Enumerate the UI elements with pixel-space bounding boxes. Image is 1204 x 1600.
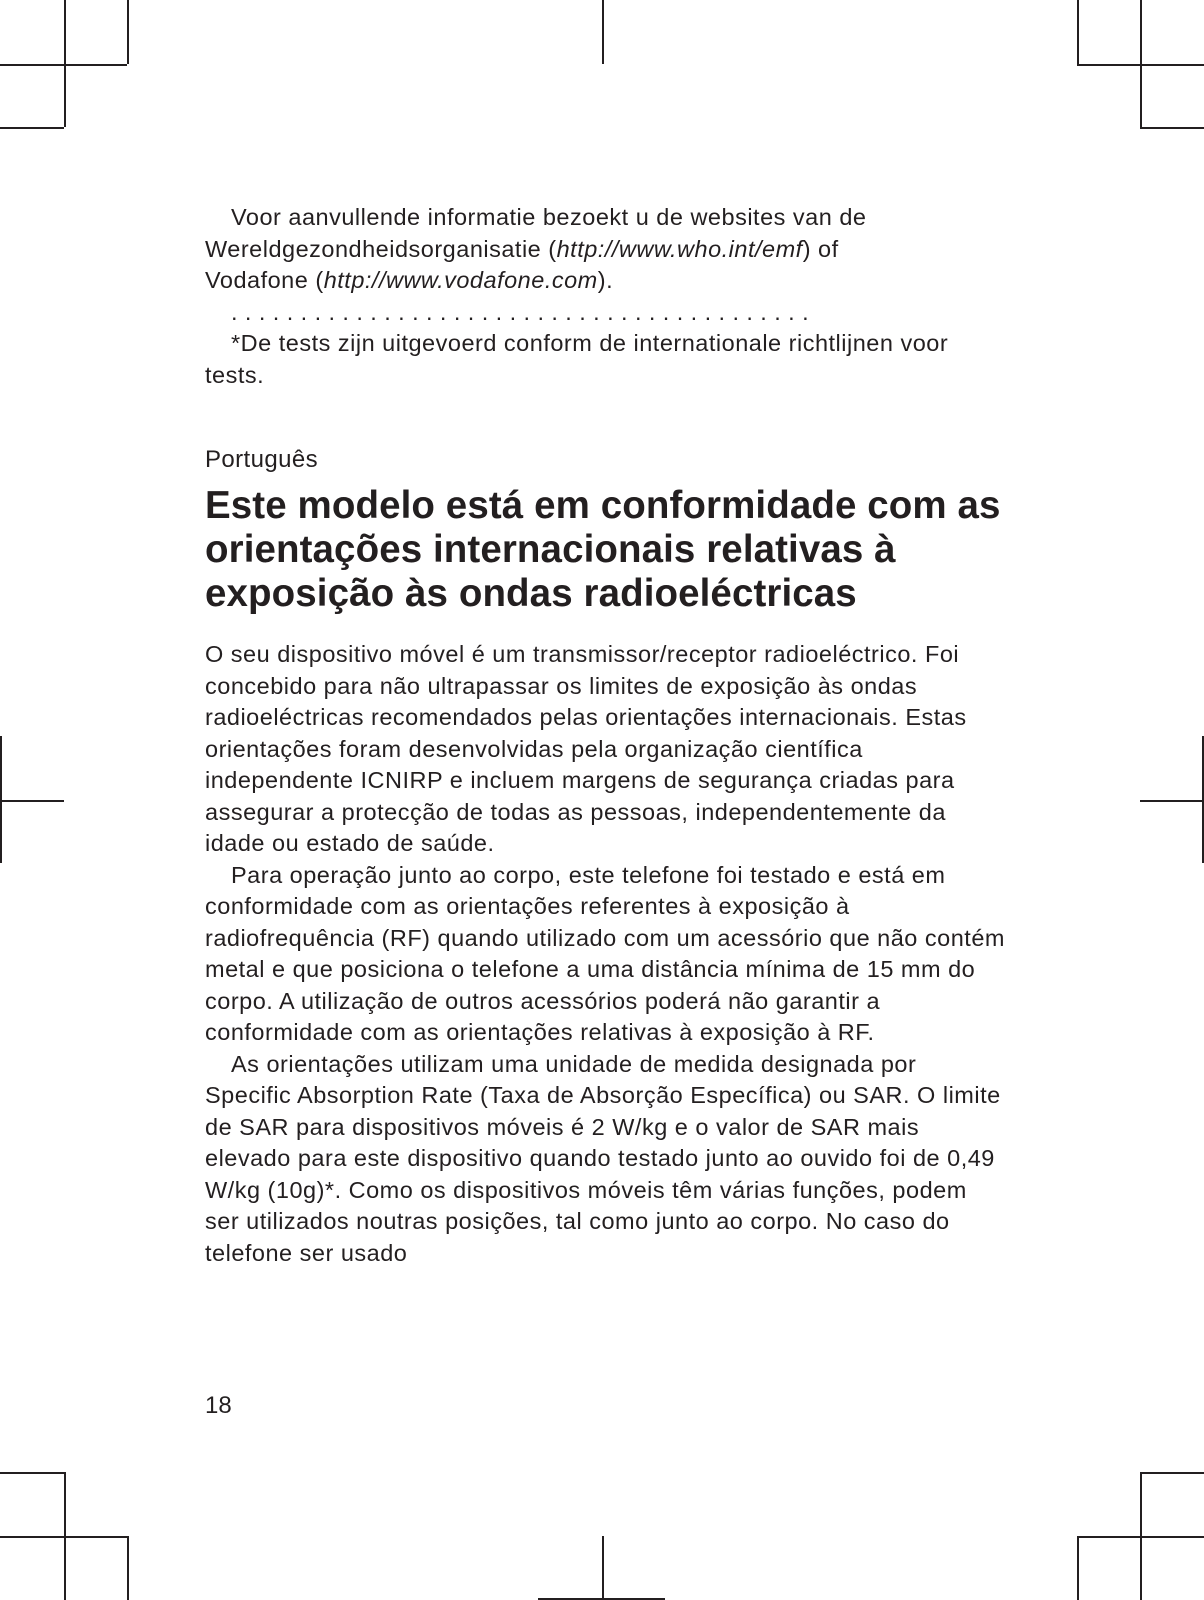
crop-mark xyxy=(1140,1472,1204,1474)
info-line-2-pre: Wereldgezondheidsorganisatie ( xyxy=(205,235,557,262)
crop-mark xyxy=(1077,1536,1204,1538)
crop-mark xyxy=(602,0,604,64)
footnote: *De tests zijn uitgevoerd conform de internationale richtlijnen voor tests. xyxy=(205,330,949,388)
crop-mark xyxy=(538,1598,665,1600)
language-label: Português xyxy=(205,446,319,473)
crop-mark xyxy=(127,1536,129,1600)
who-url: http://www.who.int/emf xyxy=(556,235,803,262)
crop-mark xyxy=(127,0,129,64)
dutch-section xyxy=(205,202,1005,391)
info-line-1: Voor aanvullende informatie bezoekt u de websites van de xyxy=(231,204,867,230)
crop-mark xyxy=(1077,1536,1079,1600)
crop-mark xyxy=(1077,64,1204,66)
crop-mark xyxy=(0,800,64,802)
crop-mark xyxy=(0,1536,127,1538)
paragraph-1: O seu dispositivo móvel é um transmissor/receptor radioeléctrico. Foi concebido para não ultrapassar os limites de exposição às ondas radioeléctricas recomendados pelas orientações internacionais. Estas orientações foram desenvolvidas pela organização científica independente ICNIRP e incluem margens de segurança criadas para assegurar a protecção de todas as pessoas, independentemente da idade ou estado de saúde. xyxy=(205,641,967,856)
info-paragraph xyxy=(205,202,1005,297)
info-line-2-post: ) of xyxy=(802,235,839,262)
dotted-separator: .......................................... xyxy=(231,298,817,325)
info-line-3-pre: Vodafone ( xyxy=(205,267,324,293)
paragraph-2: Para operação junto ao corpo, este telefone foi testado e está em conformidade com as orientações referentes à exposição à radiofrequência (RF) quando utilizado com um acessório que não contém metal e que posiciona o telefone a uma distância mínima de 15 mm do corpo. A utilização de outros acessórios poderá não garantir a conformidade com as orientações relativas à exposição à RF. xyxy=(205,861,1005,1045)
section-heading: Este modelo está em conformidade com as orientações internacionais relativas à exposição às ondas radioeléctricas xyxy=(205,484,1001,615)
crop-mark xyxy=(602,1536,604,1600)
vodafone-url: http://www.vodafone.com xyxy=(323,267,598,293)
crop-mark xyxy=(1140,127,1204,129)
crop-mark xyxy=(0,64,127,66)
paragraph-3: As orientações utilizam uma unidade de medida designada por Specific Absorption Rate (Taxa de Absorção Específica) ou SAR. O limite de SAR para dispositivos móveis é 2 W/kg e o valor de SAR mais elevado para este dispositivo quando testado junto ao ouvido foi de 0,49 W/kg (10g)*. Como os dispositivos móveis têm várias funções, podem ser utilizados noutras posições, tal como junto ao corpo. No caso do telefone ser usado xyxy=(205,1050,1001,1266)
crop-mark xyxy=(0,127,64,129)
info-line-3-post: ). xyxy=(597,267,614,293)
crop-mark xyxy=(0,1472,64,1474)
page-number: 18 xyxy=(205,1392,232,1419)
crop-mark xyxy=(1077,0,1079,64)
portuguese-body xyxy=(205,639,1005,1269)
crop-mark xyxy=(1140,800,1204,802)
